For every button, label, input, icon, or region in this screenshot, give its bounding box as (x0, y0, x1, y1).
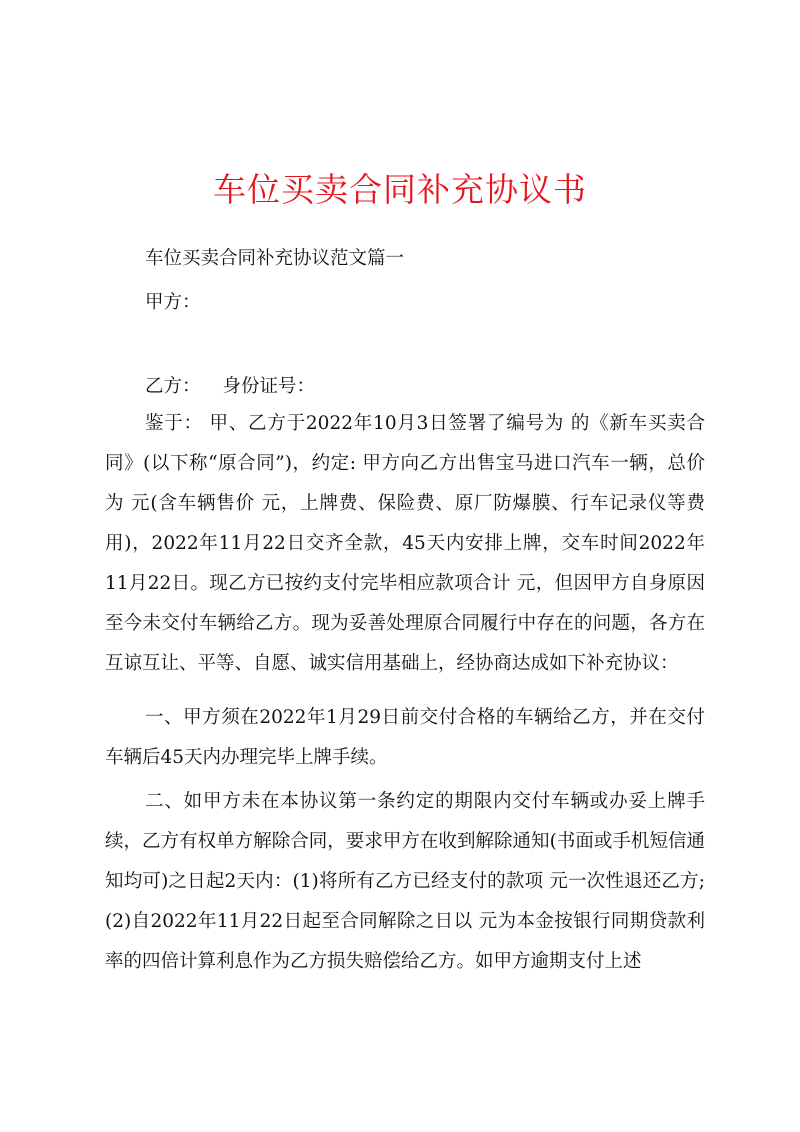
party-a-label: 甲方： (145, 292, 201, 313)
clause-one-paragraph: 一、甲方须在2022年1月29日前交付合格的车辆给乙方，并在交付车辆后45天内办理完毕上牌手续。 (105, 707, 705, 768)
recital-paragraph: 鉴于： 甲、乙方于2022年10月3日签署了编号为 的《新车买卖合同》(以下称“原合同”)，约定: 甲方向乙方出售宝马进口汽车一辆，总价为 元(含车辆售价 元，上牌费、保险费、原厂防爆膜、行车记录仪等费用)，2022年11月22日交齐全款，45天内安排上牌，交车时间2022年11月22日。现乙方已按约支付完毕相应款项合计 元，但因甲方自身原因至今未交付车辆给乙方。现为妥善处理原合同履行中存在的问题，各方在互谅互让、平等、自愿、诚实信用基础上，经协商达成如下补充协议： (105, 413, 705, 674)
section-heading: 车位买卖合同补充协议范文篇一 (145, 248, 405, 269)
party-b-label: 乙方： (145, 376, 201, 397)
party-b-line (145, 374, 315, 400)
id-number-label: 身份证号： (222, 376, 316, 397)
document-title: 车位买卖合同补充协议书 (213, 170, 587, 209)
clause-two-paragraph: 二、如甲方未在本协议第一条约定的期限内交付车辆或办妥上牌手续，乙方有权单方解除合同，要求甲方在收到解除通知(书面或手机短信通知均可)之日起2天内：(1)将所有乙方已经支付的款项 元一次性退还乙方;(2)自2022年11月22日起至合同解除之日以 元为本金按银行同期贷款利率的四倍计算利息作为乙方损失赔偿给乙方。如甲方逾期支付上述 (105, 791, 705, 972)
